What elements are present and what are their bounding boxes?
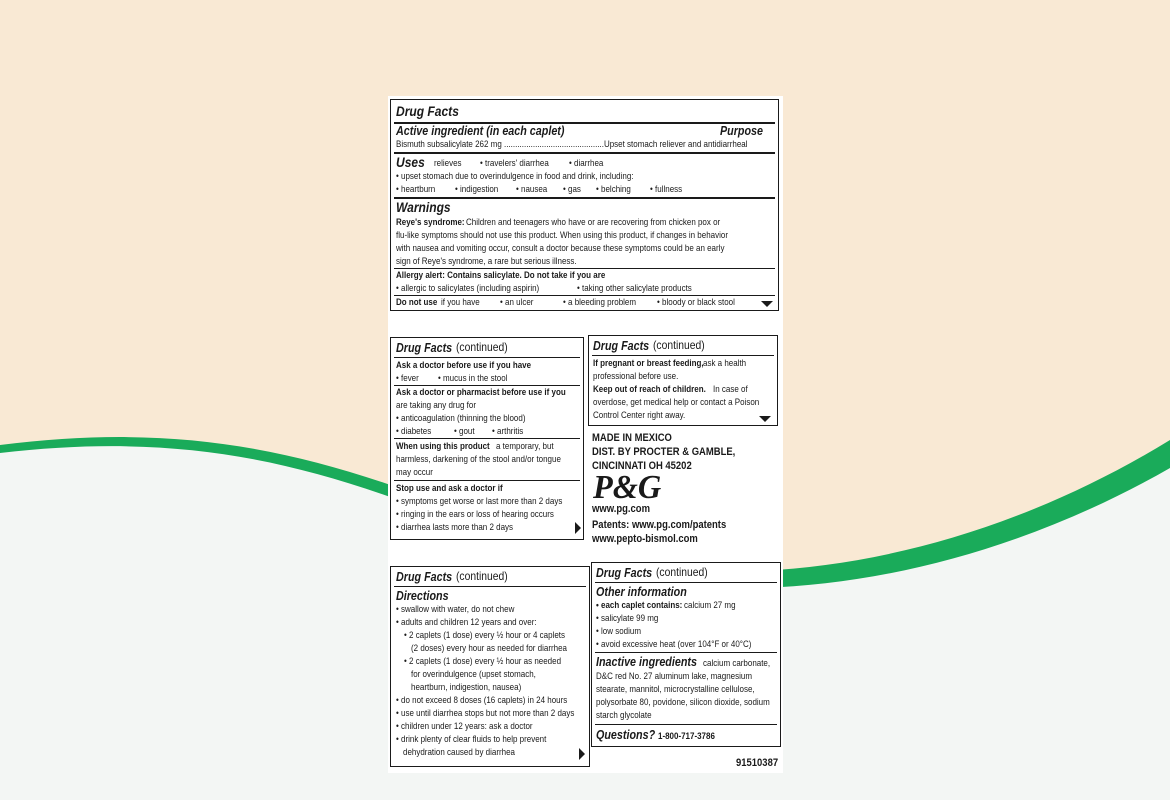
active-ingredient-heading: Active ingredient (in each caplet) bbox=[396, 124, 565, 138]
directions-line: heartburn, indigestion, nausea) bbox=[411, 682, 522, 692]
ask-pharmacist-item: • gout bbox=[454, 426, 475, 436]
allergy-alert: Allergy alert: Contains salicylate. Do not take if you are bbox=[396, 270, 606, 280]
pregnant-text: ask a health bbox=[703, 358, 747, 368]
panel-title: Drug Facts bbox=[593, 339, 650, 353]
directions-line: • swallow with water, do not chew bbox=[396, 604, 515, 614]
directions-line: (2 doses) every hour as needed for diarrhea bbox=[411, 643, 568, 653]
ask-doctor-item: • mucus in the stool bbox=[438, 373, 508, 383]
inactive-text: starch glycolate bbox=[596, 710, 652, 720]
pregnant-label: If pregnant or breast feeding, bbox=[593, 358, 704, 368]
directions-line: dehydration caused by diarrhea bbox=[403, 747, 516, 757]
pepto-website-link[interactable]: www.pepto-bismol.com bbox=[592, 533, 698, 545]
when-using-text: a temporary, but bbox=[496, 441, 554, 451]
uses-relieves: relieves bbox=[434, 158, 462, 168]
inactive-text: D&C red No. 27 aluminum lake, magnesium bbox=[596, 671, 752, 681]
divider bbox=[595, 724, 777, 725]
inactive-heading: Inactive ingredients bbox=[596, 655, 697, 669]
other-info-item: • avoid excessive heat (over 104°F or 40°C) bbox=[596, 639, 752, 649]
uses-heading: Uses bbox=[396, 154, 425, 170]
directions-line: • drink plenty of clear fluids to help prevent bbox=[396, 734, 547, 744]
divider bbox=[394, 357, 580, 358]
uses-item: • fullness bbox=[650, 184, 683, 194]
divider bbox=[394, 385, 580, 386]
ask-pharmacist-text: are taking any drug for bbox=[396, 400, 477, 410]
reyes-label: Reye's syndrome: bbox=[396, 217, 465, 227]
panel-title: Drug Facts bbox=[596, 566, 653, 580]
drug-facts-panel-main bbox=[390, 99, 779, 311]
do-not-use-item: • an ulcer bbox=[500, 297, 534, 307]
stop-use-item: • ringing in the ears or loss of hearing occurs bbox=[396, 509, 554, 519]
each-caplet-label: • each caplet contains: bbox=[596, 600, 683, 610]
when-using-label: When using this product bbox=[396, 441, 490, 451]
when-using-text: harmless, darkening of the stool and/or tongue bbox=[396, 454, 561, 464]
reyes-text: flu-like symptoms should not use this product. When using this product, if changes in behavior bbox=[396, 230, 728, 240]
ask-pharmacist-item: • arthritis bbox=[492, 426, 524, 436]
keep-out-text: In case of bbox=[713, 384, 748, 394]
drug-facts-panel-continued-left bbox=[390, 337, 584, 540]
questions-heading: Questions? bbox=[596, 728, 656, 742]
allergy-item: • allergic to salicylates (including aspirin) bbox=[396, 283, 540, 293]
pg-logo: P&G bbox=[593, 469, 662, 506]
panel-title-suffix: (continued) bbox=[456, 569, 508, 583]
website-link[interactable]: www.pg.com bbox=[592, 503, 650, 515]
directions-line: • do not exceed 8 doses (16 caplets) in 24 hours bbox=[396, 695, 568, 705]
continue-arrow-icon bbox=[575, 522, 581, 534]
purpose-heading: Purpose bbox=[720, 124, 764, 138]
do-not-use-item: • a bleeding problem bbox=[563, 297, 637, 307]
stop-use-item: • symptoms get worse or last more than 2 days bbox=[396, 496, 563, 506]
uses-item: • heartburn bbox=[396, 184, 436, 194]
do-not-use-text: if you have bbox=[441, 297, 480, 307]
inactive-text: calcium carbonate, bbox=[703, 658, 771, 668]
uses-item: • indigestion bbox=[455, 184, 499, 194]
do-not-use-item: • bloody or black stool bbox=[657, 297, 735, 307]
keep-out-text: Control Center right away. bbox=[593, 410, 686, 420]
divider bbox=[394, 197, 775, 199]
do-not-use-label: Do not use bbox=[396, 297, 438, 307]
panel-title-suffix: (continued) bbox=[653, 338, 705, 352]
directions-line: • adults and children 12 years and over: bbox=[396, 617, 537, 627]
panel-title: Drug Facts bbox=[396, 570, 453, 584]
ask-doctor-heading: Ask a doctor before use if you have bbox=[396, 360, 532, 370]
directions-line: • children under 12 years: ask a doctor bbox=[396, 721, 533, 731]
uses-item: • belching bbox=[596, 184, 631, 194]
other-info-heading: Other information bbox=[596, 585, 687, 599]
divider bbox=[394, 268, 775, 269]
distributor-address: CINCINNATI OH 45202 bbox=[592, 460, 692, 472]
divider bbox=[592, 355, 774, 356]
keep-out-label: Keep out of reach of children. bbox=[593, 384, 706, 394]
keep-out-text: overdose, get medical help or contact a Poison bbox=[593, 397, 760, 407]
divider bbox=[394, 438, 580, 439]
uses-item: • gas bbox=[563, 184, 581, 194]
panel-title: Drug Facts bbox=[396, 103, 459, 119]
divider bbox=[394, 152, 775, 154]
panel-title-suffix: (continued) bbox=[456, 340, 508, 354]
uses-line: • upset stomach due to overindulgence in food and drink, including: bbox=[396, 171, 634, 181]
when-using-text: may occur bbox=[396, 467, 433, 477]
panel-title: Drug Facts bbox=[396, 341, 453, 355]
allergy-item: • taking other salicylate products bbox=[577, 283, 692, 293]
pregnant-text: professional before use. bbox=[593, 371, 679, 381]
divider bbox=[595, 652, 777, 653]
directions-heading: Directions bbox=[396, 589, 449, 603]
reyes-text: sign of Reye's syndrome, a rare but serious illness. bbox=[396, 256, 577, 266]
ask-pharmacist-item: • diabetes bbox=[396, 426, 432, 436]
divider bbox=[394, 586, 586, 587]
ask-pharmacist-item: • anticoagulation (thinning the blood) bbox=[396, 413, 526, 423]
other-info-item: • low sodium bbox=[596, 626, 642, 636]
divider bbox=[394, 295, 775, 296]
inactive-text: stearate, mannitol, microcrystalline cellulose, bbox=[596, 684, 755, 694]
directions-line: • use until diarrhea stops but not more than 2 days bbox=[396, 708, 575, 718]
ask-pharmacist-heading: Ask a doctor or pharmacist before use if you bbox=[396, 387, 566, 397]
inactive-text: polysorbate 80, povidone, silicon dioxide, sodium bbox=[596, 697, 770, 707]
uses-item: • travelers' diarrhea bbox=[480, 158, 549, 168]
continue-arrow-icon bbox=[579, 748, 585, 760]
active-ingredient-line: Bismuth subsalicylate 262 mg .............................................Upset stomach reliever and antidiarrheal bbox=[396, 139, 748, 149]
directions-line: for overindulgence (upset stomach, bbox=[411, 669, 536, 679]
other-info-item: • salicylate 99 mg bbox=[596, 613, 659, 623]
panel-title-suffix: (continued) bbox=[656, 565, 708, 579]
uses-item: • nausea bbox=[516, 184, 548, 194]
drug-facts-panel-continued-right bbox=[588, 335, 778, 426]
directions-line: • 2 caplets (1 dose) every ½ hour as needed bbox=[404, 656, 562, 666]
stop-use-item: • diarrhea lasts more than 2 days bbox=[396, 522, 514, 532]
made-in: MADE IN MEXICO bbox=[592, 432, 672, 444]
divider bbox=[394, 480, 580, 481]
uses-item: • diarrhea bbox=[569, 158, 604, 168]
continue-arrow-icon bbox=[759, 416, 771, 422]
each-caplet-value: calcium 27 mg bbox=[684, 600, 736, 610]
reyes-text: with nausea and vomiting occur, consult a doctor because these symptoms could be an early bbox=[396, 243, 725, 253]
reyes-text: Children and teenagers who have or are recovering from chicken pox or bbox=[466, 217, 721, 227]
continue-arrow-icon bbox=[761, 301, 773, 307]
drug-facts-panel-directions bbox=[390, 566, 590, 767]
drug-facts-panel-other-info bbox=[591, 562, 781, 747]
stop-use-heading: Stop use and ask a doctor if bbox=[396, 483, 503, 493]
drug-facts-label bbox=[388, 96, 783, 773]
divider bbox=[595, 582, 777, 583]
questions-phone: 1-800-717-3786 bbox=[658, 731, 715, 741]
warnings-heading: Warnings bbox=[396, 199, 451, 215]
ask-doctor-item: • fever bbox=[396, 373, 419, 383]
distributor: DIST. BY PROCTER & GAMBLE, bbox=[592, 446, 736, 458]
product-code: 91510387 bbox=[736, 757, 779, 769]
patents-link[interactable]: Patents: www.pg.com/patents bbox=[592, 519, 727, 531]
manufacturer-info bbox=[592, 429, 778, 549]
directions-line: • 2 caplets (1 dose) every ½ hour or 4 caplets bbox=[404, 630, 566, 640]
